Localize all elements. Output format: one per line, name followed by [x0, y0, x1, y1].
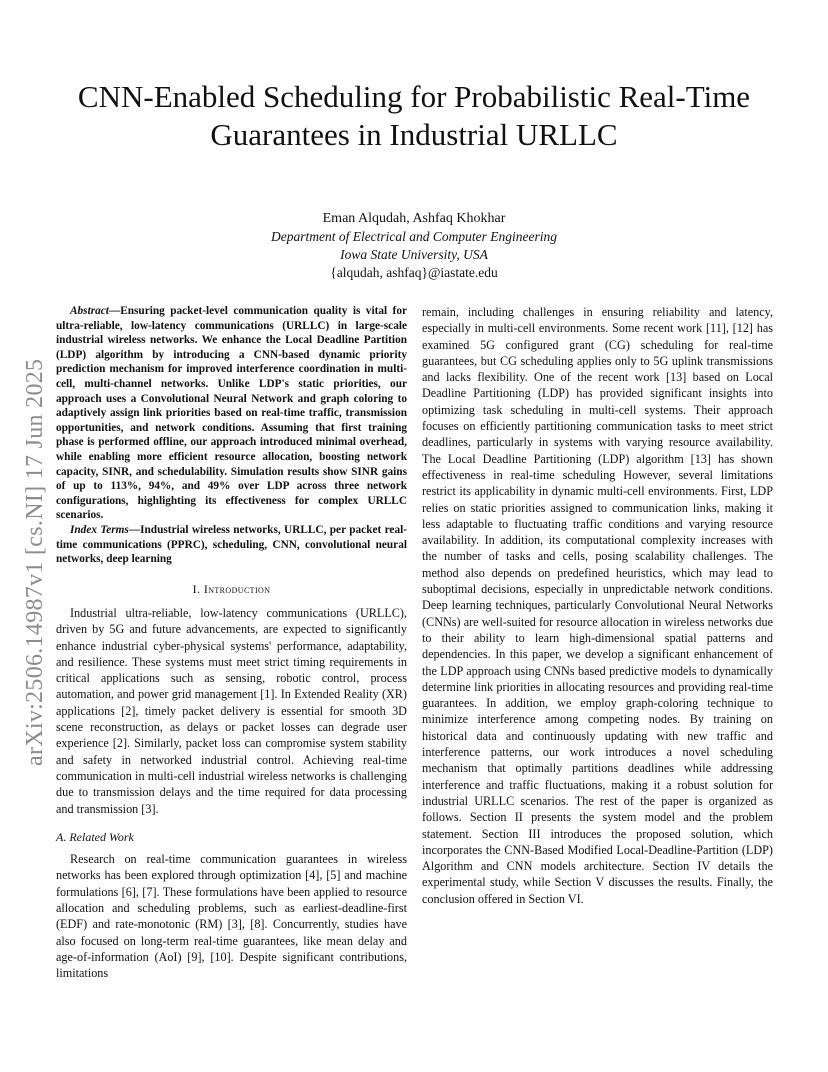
author-block — [0, 210, 828, 282]
section-number: I. — [192, 581, 204, 596]
right-column — [422, 304, 773, 907]
related-work-continued-paragraph: remain, including challenges in ensuring reliability and latency, especially in multi-cell environments. Some recent work [11], [12] has examined 5G configured grant (CG) scheduling for real-time guarantees, but CG scheduling applies only to 5G uplink transmissions and lacks flexibility. One of the recent work [13] based on Local Deadline Partitioning (LDP) has provided significant insights into optimizing task scheduling in multi-cell systems. Their approach focuses on efficiently partitioning communication tasks to meet strict deadlines, particularly in systems with varying resource availability. The Local Deadline Partitioning (LDP) algorithm [13] has shown effectiveness in real-time scheduling However, several limitations restrict its applicability in dynamic multi-cell environments. First, LDP relies on static priorities assigned to communication links, making it less adaptable to fluctuating traffic conditions and varying resource availability. In addition, its computational complexity increases with the number of tasks and cells, posing scalability challenges. The method also depends on predefined heuristics, which may lead to suboptimal decisions, especially in unpredictable network conditions. Deep learning techniques, particularly Convolutional Neural Networks (CNNs) are well-suited for resource allocation in wireless networks due to their ability to learn high-dimensional spatial patterns and dependencies. In this paper, we develop a significant enhancement of the LDP approach using CNNs based predictive models to dynamically determine link priorities in allocating resources and providing real-time guarantees. In addition, we employ graph-coloring technique to minimize interference among competing nodes. By training on historical data and continuously updating with new traffic and interference patterns, our work introduces a novel scheduling mechanism that optimally partitions deadlines while addressing interference and traffic fluctuations, making it a robust solution for industrial URLLC scenarios. The rest of the paper is organized as follows. Section II presents the system model and the problem statement. Section III introduces the proposed solution, which incorporates the CNN-Based Modified Local-Deadline-Partition (LDP) Algorithm and CNN models architecture. Section IV details the experimental study, while Section V discusses the results. Finally, the conclusion offered in Section VI. — [422, 305, 773, 906]
index-terms-label: Index Terms — [70, 523, 129, 536]
author-university: Iowa State University, USA — [340, 247, 488, 262]
abstract-label: Abstract — [70, 305, 109, 317]
paper-title: CNN-Enabled Scheduling for Probabilistic Real-Time Guarantees in Industrial URLLC — [77, 79, 751, 152]
index-terms-text: —Industrial wireless networks, URLLC, per packet real-time communications (PPRC), scheduling, CNN, convolutional neural networks, deep learning — [56, 523, 407, 566]
subsection-heading-related-work: A. Related Work — [56, 829, 134, 844]
section-heading-introduction — [56, 581, 407, 597]
author-department: Department of Electrical and Computer Engineering — [270, 229, 558, 244]
index-terms-paragraph — [56, 523, 407, 567]
author-email: {alqudah, ashfaq}@iastate.edu — [330, 265, 498, 280]
abstract-text: —Ensuring packet-level communication quality is vital for ultra-reliable, low-latency communications (URLLC) in large-scale industrial wireless networks. We enhance the Local Deadline Partition (LDP) algorithm by introducing a CNN-based dynamic priority prediction mechanism for improved interference coordination in multi-cell, multi-channel networks. Unlike LDP's static priorities, our approach uses a Convolutional Neural Network and graph coloring to adaptively assign link priorities based on real-time traffic, transmission opportunities, and network conditions. Assuming that first training phase is performed offline, our approach introduced minimal overhead, while enabling more efficient resource allocation, boosting network capacity, SINR, and schedulability. Simulation results show SINR gains of up to 113%, 94%, and 49% over LDP across three network configurations, highlighting its effectiveness for complex URLLC scenarios. — [56, 305, 407, 522]
section-title: Introduction — [203, 581, 271, 596]
related-work-paragraph: Research on real-time communication guarantees in wireless networks has been explored through optimization [4], [5] and machine formulations [6], [7]. These formulations have been applied to resource allocation and scheduling problems, such as earliest-deadline-first (EDF) and rate-monotonic (RM) [3], [8]. Concurrently, studies have also focused on long-term real-time guarantees, like mean delay and age-of-information (AoI) [9], [10]. Despite significant contributions, limitations — [56, 852, 407, 981]
author-names: Eman Alqudah, Ashfaq Khokhar — [322, 211, 506, 226]
arxiv-identifier-stamp: arXiv:2506.14987v1 [cs.NI] 17 Jun 2025 — [22, 358, 48, 766]
intro-paragraph: Industrial ultra-reliable, low-latency communications (URLLC), driven by 5G and future advancements, are expected to significantly enhance industrial cyber-physical systems' performance, adaptability, and resilience. These systems must meet strict timing requirements in critical applications such as sensing, robotic control, process automation, and power grid management [1]. In Extended Reality (XR) applications [2], timely packet delivery is essential for smooth 3D scene reconstruction, as delays or packet losses can degrade user experience [2]. Similarly, packet loss can compromise system stability and safety in networked industrial control. Achieving real-time communication in multi-cell industrial wireless networks is challenging due to transmission delays and the time required for data processing and transmission [3]. — [56, 605, 407, 816]
left-column — [56, 304, 407, 982]
abstract-paragraph — [56, 304, 407, 523]
